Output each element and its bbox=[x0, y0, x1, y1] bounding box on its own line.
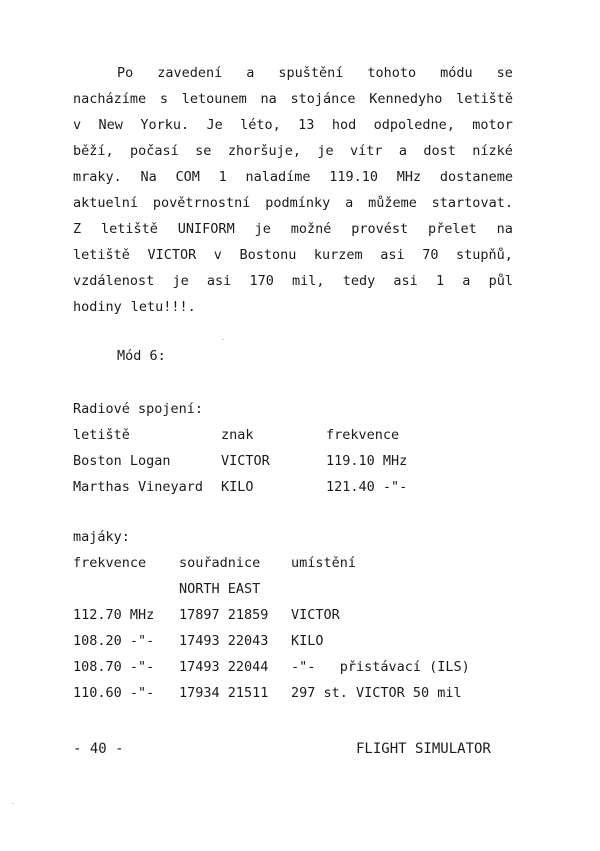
paragraph-word: dost bbox=[423, 143, 456, 159]
paragraph-word: New bbox=[98, 117, 123, 133]
beacon-cell-location: -"- přistávací (ILS) bbox=[291, 659, 470, 675]
paragraph-line bbox=[73, 164, 513, 190]
paragraph-word: 1 bbox=[435, 273, 445, 289]
beacon-row bbox=[73, 654, 513, 680]
beacon-row bbox=[73, 628, 513, 654]
beacons-title: majáky: bbox=[73, 529, 130, 545]
paragraph-word: tedy bbox=[342, 273, 376, 289]
paragraph-word: přelet bbox=[428, 221, 477, 237]
radio-cell-airport: Boston Logan bbox=[73, 453, 171, 469]
paragraph-word: je bbox=[317, 143, 334, 159]
paragraph-word: a bbox=[246, 65, 255, 81]
beacons-subheader-row bbox=[73, 576, 513, 602]
paragraph-word: UNIFORM bbox=[177, 221, 235, 237]
paragraph-word: na bbox=[260, 91, 277, 107]
paragraph-line bbox=[73, 294, 513, 320]
paragraph-word: odpoledne, bbox=[373, 117, 455, 133]
radio-header-frequency: frekvence bbox=[326, 427, 400, 443]
paragraph-word: a bbox=[398, 143, 408, 159]
paragraph-word: spuštění bbox=[278, 65, 344, 81]
paragraph-word: možné bbox=[290, 221, 332, 237]
beacon-cell-location: KILO bbox=[291, 633, 324, 649]
beacons-title-row bbox=[73, 524, 513, 550]
radio-header-row bbox=[73, 422, 453, 448]
paragraph-word: 170 bbox=[249, 273, 274, 289]
paragraph-word: Kennedyho bbox=[369, 91, 443, 107]
paragraph-word: je bbox=[254, 221, 271, 237]
paragraph-line bbox=[73, 190, 513, 216]
beacon-cell-coordinates: 17493 22044 bbox=[179, 659, 269, 675]
beacon-cell-coordinates: 17897 21859 bbox=[179, 607, 269, 623]
paragraph-word: asi bbox=[393, 273, 418, 289]
paragraph-word: mil, bbox=[292, 273, 325, 289]
paragraph-word: asi bbox=[206, 273, 232, 289]
beacons-header-frequency: frekvence bbox=[73, 555, 147, 571]
paragraph-word: Yorku. bbox=[140, 117, 190, 133]
paragraph-word: kurzem bbox=[313, 247, 363, 263]
scan-speck bbox=[12, 803, 14, 804]
paragraph-word: počasí bbox=[130, 143, 179, 159]
paragraph-word: a bbox=[462, 273, 471, 289]
paragraph-line bbox=[73, 60, 513, 86]
paragraph-word: v bbox=[73, 117, 82, 133]
radio-row bbox=[73, 448, 453, 474]
paragraph-word: nacházíme bbox=[73, 91, 147, 107]
paragraph-line bbox=[73, 138, 513, 164]
paragraph-word: startovat. bbox=[431, 195, 513, 211]
paragraph-word: Na bbox=[140, 169, 157, 185]
paragraph-line bbox=[73, 112, 513, 138]
paragraph-word: 1 bbox=[218, 169, 227, 185]
paragraph-word: hodiny bbox=[73, 299, 122, 315]
paragraph-word: můžeme bbox=[368, 195, 417, 211]
running-title: FLIGHT SIMULATOR bbox=[356, 741, 491, 757]
paragraph-word: zhoršuje, bbox=[227, 143, 301, 159]
paragraph-word: v bbox=[213, 247, 222, 263]
paragraph-word: Je bbox=[206, 117, 223, 133]
paragraph-word: mraky. bbox=[73, 169, 122, 185]
paragraph-word: letu!!!. bbox=[130, 299, 196, 315]
paragraph-word: půl bbox=[488, 273, 513, 289]
radio-header-code: znak bbox=[221, 427, 254, 443]
radio-cell-airport: Marthas Vineyard bbox=[73, 479, 204, 495]
paragraph-line bbox=[73, 216, 513, 242]
paragraph-word: provést bbox=[351, 221, 409, 237]
paragraph-word: stojánce bbox=[290, 91, 356, 107]
paragraph-word: hod bbox=[331, 117, 357, 133]
paragraph-word: aktuelní bbox=[73, 195, 139, 211]
paragraph-word: COM bbox=[175, 169, 200, 185]
paragraph-word: naladíme bbox=[245, 169, 311, 185]
beacon-cell-coordinates: 17493 22043 bbox=[179, 633, 269, 649]
beacon-cell-location: 297 st. VICTOR 50 mil bbox=[291, 685, 462, 701]
radio-row bbox=[73, 474, 453, 500]
paragraph-word: dostaneme bbox=[439, 169, 513, 185]
paragraph-word: na bbox=[496, 221, 513, 237]
beacon-cell-frequency: 110.60 -"- bbox=[73, 685, 155, 701]
paragraph-word: letiště bbox=[73, 247, 130, 263]
paragraph-word: Bostonu bbox=[239, 247, 297, 263]
beacons-section bbox=[73, 524, 513, 706]
page-number: - 40 - bbox=[73, 741, 124, 757]
paragraph-word: se bbox=[496, 65, 513, 81]
paragraph-word: zavedení bbox=[157, 65, 223, 81]
paragraph-word: a bbox=[345, 195, 354, 211]
beacons-header-row bbox=[73, 550, 513, 576]
paragraph-line bbox=[73, 242, 513, 268]
paragraph-word: s bbox=[159, 91, 169, 107]
radio-cell-code: VICTOR bbox=[221, 453, 270, 469]
paragraph-word: letiště bbox=[101, 221, 158, 237]
paragraph-word: léto, bbox=[240, 117, 281, 133]
beacon-row bbox=[73, 680, 513, 706]
paragraph-word: 119.10 bbox=[329, 169, 378, 185]
beacons-header-coordinates: souřadnice bbox=[179, 555, 261, 571]
beacon-cell-frequency: 108.70 -"- bbox=[73, 659, 155, 675]
scan-speck bbox=[222, 339, 224, 340]
intro-paragraph bbox=[73, 60, 513, 320]
radio-title: Radiové spojení: bbox=[73, 401, 204, 417]
beacons-subheader-north-east: NORTH EAST bbox=[179, 581, 261, 597]
paragraph-word: nízké bbox=[472, 143, 513, 159]
paragraph-word: stupňů, bbox=[456, 247, 513, 263]
paragraph-word: vzdálenost bbox=[73, 273, 155, 289]
beacon-cell-frequency: 108.20 -"- bbox=[73, 633, 155, 649]
beacon-cell-location: VICTOR bbox=[291, 607, 340, 623]
radio-cell-code: KILO bbox=[221, 479, 254, 495]
paragraph-word: motor bbox=[472, 117, 513, 133]
paragraph-line bbox=[73, 268, 513, 294]
paragraph-word: 13 bbox=[298, 117, 315, 133]
radio-cell-frequency: 119.10 MHz bbox=[326, 453, 408, 469]
paragraph-word: vítr bbox=[349, 143, 383, 159]
paragraph-word: letiště bbox=[456, 91, 513, 107]
radio-title-row bbox=[73, 396, 453, 422]
paragraph-word: Po bbox=[117, 65, 134, 81]
paragraph-word: módu bbox=[440, 65, 473, 81]
beacon-cell-frequency: 112.70 MHz bbox=[73, 607, 155, 623]
paragraph-word: běží, bbox=[73, 143, 114, 159]
paragraph-word: asi bbox=[380, 247, 405, 263]
paragraph-word: 70 bbox=[422, 247, 439, 263]
beacons-header-location: umístění bbox=[291, 555, 357, 571]
radio-cell-frequency: 121.40 -"- bbox=[326, 479, 408, 495]
beacon-row bbox=[73, 602, 513, 628]
paragraph-word: tohoto bbox=[367, 65, 417, 81]
beacon-cell-coordinates: 17934 21511 bbox=[179, 685, 269, 701]
paragraph-word: se bbox=[195, 143, 212, 159]
paragraph-line bbox=[73, 86, 513, 112]
paragraph-word: VICTOR bbox=[147, 247, 197, 263]
radio-section bbox=[73, 396, 453, 500]
paragraph-word: Z bbox=[73, 221, 82, 237]
paragraph-word: povětrnostní bbox=[152, 195, 251, 211]
mode-heading: Mód 6: bbox=[117, 348, 166, 364]
paragraph-word: MHz bbox=[396, 169, 422, 185]
paragraph-word: podmínky bbox=[265, 195, 331, 211]
paragraph-word: letounem bbox=[181, 91, 247, 107]
paragraph-word: je bbox=[172, 273, 189, 289]
radio-header-airport: letiště bbox=[73, 427, 130, 443]
